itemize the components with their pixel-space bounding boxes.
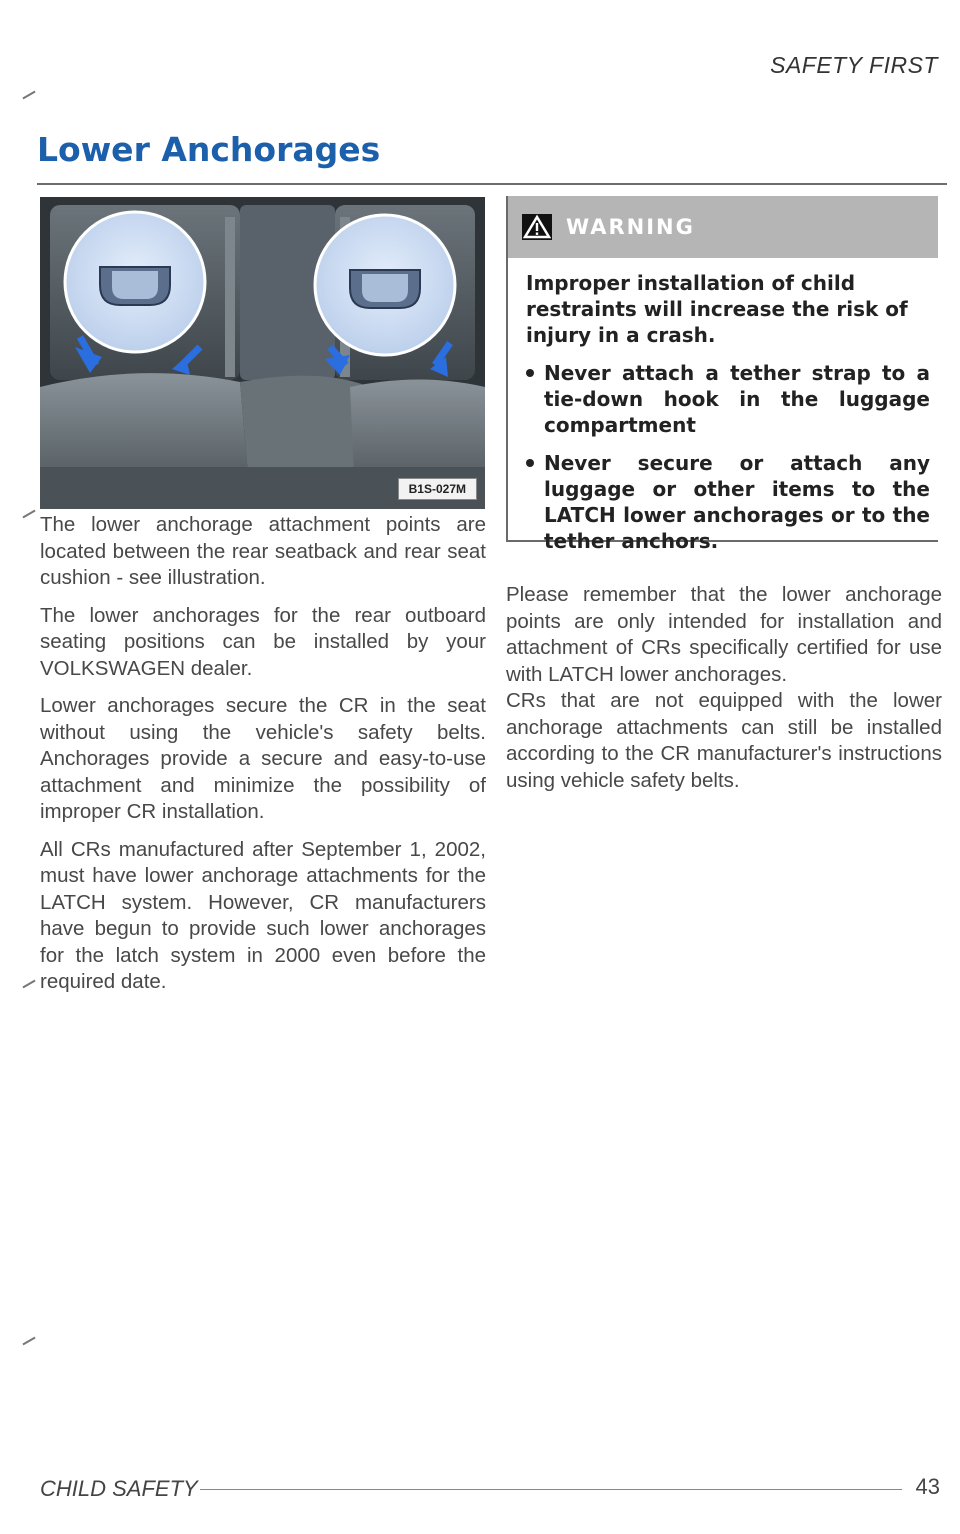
page-number: 43 (915, 1474, 940, 1499)
right-column (506, 582, 942, 805)
warning-header (508, 196, 938, 258)
seat-anchorage-illustration (40, 197, 485, 509)
margin-mark (22, 91, 35, 100)
page-title: Lower Anchorages (37, 130, 381, 169)
paragraph: Lower anchorages secure the CR in the seat without using the vehicle's safety belts. Anchorages provide a secure and easy-to-use attachment and minimize the possibility of improper CR installation. (40, 694, 486, 823)
warning-item-text: Never attach a tether strap to a tie-down hook in the luggage compartment (544, 361, 930, 437)
bullet-icon (526, 369, 534, 377)
paragraph: Please remember that the lower anchorage points are only intended for installation and attachment of CRs specifically certified for use with LATCH lower anchorages. (506, 583, 942, 686)
bullet-icon (526, 459, 534, 467)
warning-item (526, 360, 930, 438)
warning-lead: Improper installation of child restraints will increase the risk of injury in a crash. (526, 271, 908, 347)
margin-mark (22, 510, 35, 519)
margin-mark (22, 980, 35, 989)
title-divider (37, 183, 947, 185)
warning-item-text: Never secure or attach any luggage or other items to the LATCH lower anchorages or to the tether anchors. (544, 451, 930, 553)
warning-item (526, 450, 930, 554)
rear-seat-drawing (40, 197, 485, 509)
margin-mark (22, 1337, 35, 1346)
warning-box (506, 196, 938, 553)
footer-section: CHILD SAFETY (40, 1476, 198, 1501)
running-header: SAFETY FIRST (770, 52, 938, 78)
left-column (40, 512, 486, 1007)
paragraph: The lower anchorage attachment points are located between the rear seatback and rear seat cushion - see illustration. (40, 513, 486, 589)
figure-code: B1S-027M (398, 478, 477, 500)
paragraph: CRs that are not equipped with the lower anchorage attachments can still be installed according to the CR manufacturer's instructions using vehicle safety belts. (506, 689, 942, 792)
warning-triangle-icon (522, 214, 552, 240)
paragraph: All CRs manufactured after September 1, 2002, must have lower anchorage attachments for the LATCH system. However, CR manufacturers have begun to provide such lower anchorages for the latch system in 2000 even before the required date. (40, 837, 486, 993)
warning-title: WARNING (566, 215, 695, 239)
paragraph: The lower anchorages for the rear outboard seating positions can be installed by your VOLKSWAGEN dealer. (40, 603, 486, 680)
footer-divider (200, 1489, 902, 1490)
warning-body (508, 258, 938, 554)
